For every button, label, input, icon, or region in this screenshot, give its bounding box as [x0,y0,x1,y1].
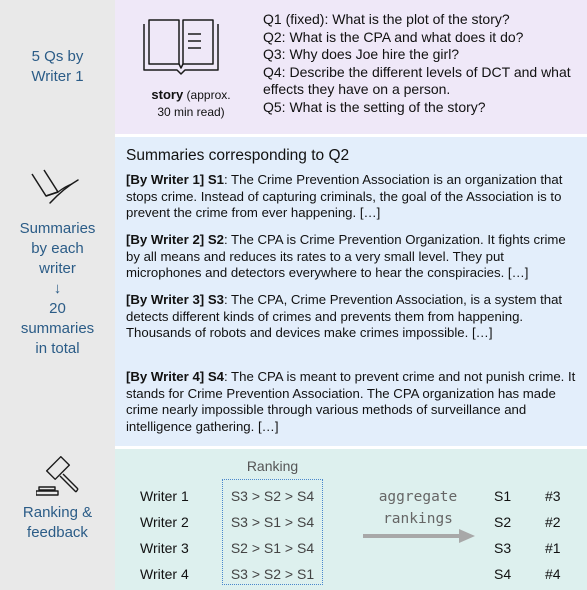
ranking-value: S2 > S1 > S4 [230,540,315,556]
final-rank: #4 [545,566,561,582]
question-item: Q4: Describe the different levels of DCT and what effects they have on a person. [263,63,571,97]
question-item: Q2: What is the CPA and what does it do? [263,28,524,45]
writer-label: Writer 1 [140,488,189,504]
summaries-label-line: by each [31,240,84,257]
story-label-line: 5 Qs by [31,48,84,65]
summary-prefix: [By Writer 3] S3 [126,292,224,307]
aggregate-line: aggregate [378,489,458,505]
summaries-label-line: 20 [49,300,66,317]
aggregate-rankings-label [362,486,474,530]
writer-label: Writer 4 [140,566,189,582]
summaries-label-line: writer [39,260,76,277]
open-book-icon [141,14,221,76]
writer-label: Writer 3 [140,540,189,556]
ranking-section-label [0,503,115,543]
question-item: Q5: What is the setting of the story? [263,98,486,115]
summary-prefix: [By Writer 2] S2 [126,232,224,247]
ranking-label-line: Ranking & [22,504,93,521]
question-item: Q3: Why does Joe hire the girl? [263,46,460,62]
summaries-label-line: in total [35,340,80,357]
summaries-label-line: Summaries [19,220,96,237]
summary-item [126,232,581,282]
question-item: Q1 (fixed): What is the plot of the story? [263,11,510,27]
summary-item [126,172,581,222]
ranking-value: S3 > S1 > S4 [230,514,315,530]
summaries-section-label [0,219,115,359]
summaries-label-line: summaries [20,320,95,337]
summary-text: : The CPA, Crime Prevention Association, is a system that detects different kinds of crimes and prevents them from happening. Thousands of robots and devices make crimes impossible. […] [126,292,563,341]
pen-nib-icon [30,166,82,206]
summary-text: : The CPA is Crime Prevention Organization. It fights crime by all means and reduces its rates to a very small level. They put microphones and detectors everywhere to hear the conspiracies. […] [126,232,566,281]
final-summary-label: S2 [494,514,512,530]
final-rank: #3 [545,488,561,504]
ranking-label-line: feedback [27,524,88,541]
summary-item [126,292,581,342]
final-rank: #1 [545,540,561,556]
down-arrow-label: ↓ [53,280,62,297]
question-list [263,11,583,116]
final-summary-label: S3 [494,540,512,556]
final-summary-label: S1 [494,488,512,504]
summary-text: : The Crime Prevention Association is an organization that stops crime. Instead of capturing criminals, the goal of the Association is to prevent the crime from ever happening. […] [126,172,563,221]
summary-prefix: [By Writer 1] S1 [126,172,224,187]
summary-text: : The CPA is meant to prevent crime and not punish crime. It stands for Crime Prevention Association. The CPA organization has made crime nearly impossible through various methods of surveillance and intelligence gathering. […] [126,369,576,434]
final-summary-label: S4 [494,566,512,582]
gavel-icon [36,456,80,498]
story-label-line: Writer 1 [31,68,84,85]
final-rank: #2 [545,514,561,530]
aggregate-line: rankings [383,511,453,527]
writer-label: Writer 2 [140,514,189,530]
summaries-title: Summaries corresponding to Q2 [126,147,350,164]
story-caption-line: 30 min read) [157,105,225,119]
summary-item [126,369,581,435]
ranking-value: S3 > S2 > S4 [230,488,315,504]
ranking-column-title: Ranking [246,458,299,474]
story-caption [127,86,255,121]
story-caption-bold: story [151,87,184,102]
story-caption-rest: (approx. [183,88,231,102]
story-section-label [0,47,115,87]
summary-prefix: [By Writer 4] S4 [126,369,224,384]
right-arrow-icon [363,529,475,543]
ranking-value: S3 > S2 > S1 [230,566,315,582]
